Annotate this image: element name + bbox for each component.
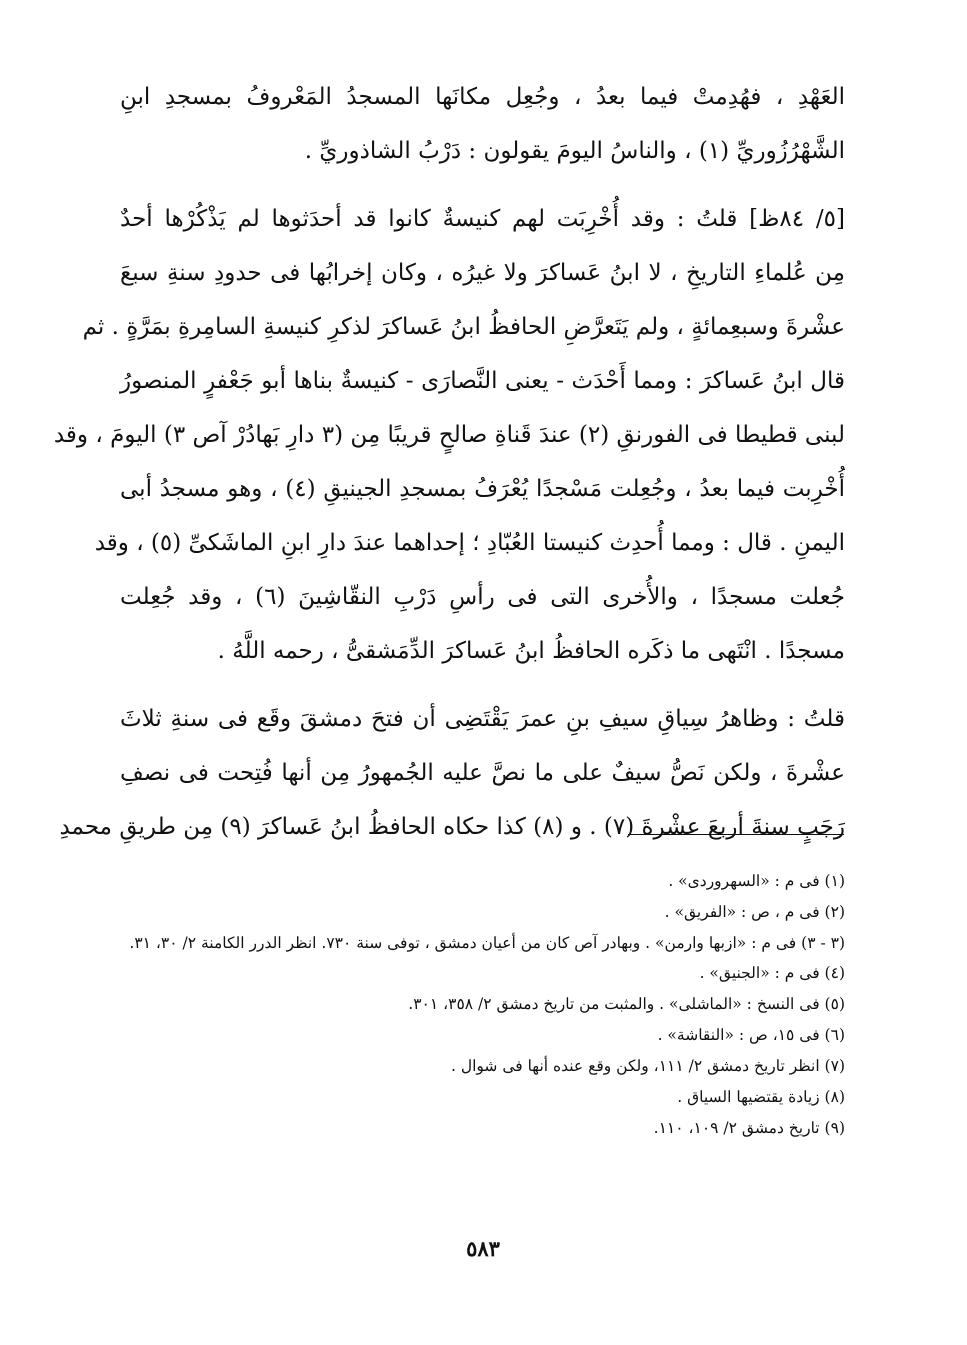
paragraph-gap [120,678,845,692]
footnote-separator [628,834,844,835]
footnote: (٦) فى ١٥، ص : «النقاشة» . [657,1026,845,1044]
footnote: (١) فى م : «السهروردى» . [668,872,845,890]
text-line: قلتُ : وظاهرُ سِياقِ سيفِ بنِ عمرَ يَقْتَضِى أن فتحَ دمشقَ وقَع فى سنةِ ثلاثَ [120,706,845,732]
footnote: (٩) تاريخ دمشق ٢/ ١٠٩، ١١٠. [653,1119,845,1137]
footnote: (٣ - ٣) فى م : «ازبها وارمن» . وبهادر آص كان من أعيان دمشق ، توفى سنة ٧٣٠. انظر الدرر الكامنة ٢/ ٣٠، ٣١. [129,934,845,952]
footnote: (٥) فى النسخ : «الماشلى» . والمثبت من تاريخ دمشق ٢/ ٣٥٨، ٣٠١. [408,995,845,1013]
text-line: مسجدًا . انْتَهى ما ذكَره الحافظُ ابنُ عَساكرَ الدِّمَشقىُّ ، رحمه اللَّهُ . [217,638,845,664]
text-line: العَهْدِ ، فهُدِمتْ فيما بعدُ ، وجُعِل مكانَها المسجدُ المَعْروفُ بمسجدِ ابنِ [120,84,845,110]
text-line: [٥/ ٨٤ظ] قلتُ : وقد أُخْرِبَت لهم كنيسةٌ كانوا قد أحدَثوها لم يَذْكُرْها أحدٌ [120,206,845,232]
text-line: عشْرةَ ، ولكن نَصُّ سيفٌ على ما نصَّ عليه الجُمهورُ مِن أنها فُتِحت فى نصفِ [120,760,845,786]
footnote: (٧) انظر تاريخ دمشق ٢/ ١١١، ولكن وقع عنده أنها فى شوال . [450,1057,845,1075]
text-line: لبنى قطيطا فى الفورنقِ (٢) عندَ قَناةِ صالحٍ قريبًا مِن (٣ دارِ بَهادُرْ آص ٣) اليومَ ، وقد [53,422,845,448]
main-text [53,70,845,854]
page-number: ٥٨٣ [466,1236,500,1261]
footnote: (٨) زيادة يقتضيها السياق . [677,1088,845,1106]
footnotes [120,866,845,1144]
text-line: أُخْرِبت فيما بعدُ ، وجُعِلت مَسْجدًا يُعْرَفُ بمسجدِ الجينيقِ (٤) ، وهو مسجدُ أبى [120,476,845,502]
text-line: جُعلت مسجدًا ، والأُخرى التى فى رأسِ دَرْبِ النقّاشِينَ (٦) ، وقد جُعِلت [120,584,845,610]
text-line: رَجَبٍ سنةَ أربعَ عشْرةَ (٧) . و (٨) كذا حكاه الحافظُ ابنُ عَساكرَ (٩) مِن طريقِ محمدِ [59,814,845,840]
paragraph-gap [120,178,845,192]
footnote: (٢) فى م ، ص : «الفريق» . [664,903,845,921]
text-line: قال ابنُ عَساكرَ : ومما أَحْدَث - يعنى النَّصارَى - كنيسةٌ بناها أبو جَعْفرٍ المنصورُ [120,368,845,394]
text-line: اليمنِ . قال : ومما أُحدِث كنيستا العُبّادِ ؛ إحداهما عندَ دارِ ابنِ الماشَكىِّ (٥) ، وقد [94,530,845,556]
footnote: (٤) فى م : «الجنيق» . [699,964,845,982]
text-line: عشْرةَ وسبعِمائةٍ ، ولم يَتَعرَّضِ الحافظُ ابنُ عَساكرَ لذكرِ كنيسةِ السامِرةِ بمَرَّةٍ . ثم [82,314,845,340]
text-line: مِن عُلماءِ التاريخِ ، لا ابنُ عَساكرَ ولا غيرُه ، وكان إخرابُها فى حدودِ سنةِ سبعَ [120,260,845,286]
text-line: الشَّهْرُزُوريِّ (١) ، والناسُ اليومَ يقولون : دَرْبُ الشاذوريِّ . [304,138,845,164]
